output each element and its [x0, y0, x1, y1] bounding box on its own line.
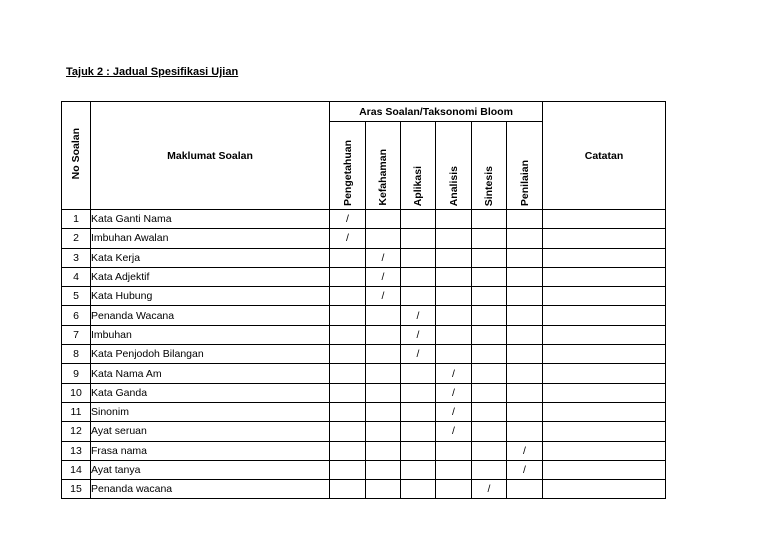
level-mark — [507, 364, 543, 383]
level-mark — [436, 287, 472, 306]
table-row — [62, 306, 666, 325]
row-notes — [543, 325, 666, 344]
row-item: Kata Kerja — [91, 248, 330, 267]
header-maklumat-soalan: Maklumat Soalan — [91, 102, 330, 210]
row-number: 6 — [62, 306, 91, 325]
level-mark — [436, 460, 472, 479]
level-mark — [472, 460, 507, 479]
table-row — [62, 210, 666, 229]
level-mark — [366, 229, 401, 248]
level-mark — [366, 306, 401, 325]
row-item: Kata Ganti Nama — [91, 210, 330, 229]
row-item: Imbuhan Awalan — [91, 229, 330, 248]
level-mark — [472, 325, 507, 344]
level-mark — [472, 287, 507, 306]
level-mark: / — [366, 248, 401, 267]
row-notes — [543, 306, 666, 325]
level-mark — [507, 229, 543, 248]
row-item: Ayat tanya — [91, 460, 330, 479]
row-number: 8 — [62, 345, 91, 364]
level-mark — [507, 306, 543, 325]
row-item: Imbuhan — [91, 325, 330, 344]
table-row — [62, 441, 666, 460]
level-mark — [472, 210, 507, 229]
level-mark — [472, 402, 507, 421]
header-no-soalan: No Soalan — [62, 102, 91, 210]
table-row — [62, 480, 666, 499]
level-mark — [472, 364, 507, 383]
row-number: 2 — [62, 229, 91, 248]
level-mark — [401, 267, 436, 286]
level-mark — [436, 248, 472, 267]
row-number: 5 — [62, 287, 91, 306]
header-level-analisis: Analisis — [436, 122, 472, 210]
level-mark — [507, 345, 543, 364]
level-mark — [436, 210, 472, 229]
header-level-aplikasi: Aplikasi — [401, 122, 436, 210]
level-mark — [436, 441, 472, 460]
table-row — [62, 422, 666, 441]
level-mark — [436, 306, 472, 325]
level-mark — [330, 267, 366, 286]
level-mark — [472, 345, 507, 364]
level-mark — [330, 402, 366, 421]
level-mark — [401, 248, 436, 267]
level-mark — [366, 422, 401, 441]
row-item: Kata Hubung — [91, 287, 330, 306]
level-mark — [472, 383, 507, 402]
level-mark — [472, 267, 507, 286]
table-row — [62, 345, 666, 364]
level-mark — [330, 480, 366, 499]
level-mark: / — [366, 267, 401, 286]
level-mark — [507, 480, 543, 499]
level-mark — [401, 364, 436, 383]
level-mark — [330, 345, 366, 364]
level-mark — [401, 287, 436, 306]
level-mark — [330, 383, 366, 402]
level-mark — [507, 383, 543, 402]
row-item: Kata Adjektif — [91, 267, 330, 286]
level-mark: / — [507, 441, 543, 460]
row-number: 14 — [62, 460, 91, 479]
level-mark — [436, 229, 472, 248]
level-mark — [507, 422, 543, 441]
level-mark — [366, 383, 401, 402]
level-mark — [507, 248, 543, 267]
row-item: Kata Penjodoh Bilangan — [91, 345, 330, 364]
level-mark — [330, 248, 366, 267]
level-mark — [436, 345, 472, 364]
row-notes — [543, 210, 666, 229]
row-notes — [543, 402, 666, 421]
level-mark — [507, 402, 543, 421]
row-notes — [543, 267, 666, 286]
row-number: 4 — [62, 267, 91, 286]
level-mark: / — [436, 364, 472, 383]
level-mark — [472, 229, 507, 248]
level-mark — [366, 325, 401, 344]
level-mark — [401, 480, 436, 499]
level-mark — [472, 306, 507, 325]
row-number: 15 — [62, 480, 91, 499]
row-number: 1 — [62, 210, 91, 229]
level-mark — [330, 441, 366, 460]
header-level-pengetahuan: Pengetahuan — [330, 122, 366, 210]
row-item: Frasa nama — [91, 441, 330, 460]
level-mark: / — [436, 383, 472, 402]
level-mark — [401, 229, 436, 248]
row-notes — [543, 345, 666, 364]
level-mark: / — [330, 229, 366, 248]
level-mark — [401, 441, 436, 460]
level-mark — [330, 287, 366, 306]
level-mark — [507, 325, 543, 344]
table-row — [62, 325, 666, 344]
level-mark — [401, 402, 436, 421]
level-mark — [330, 325, 366, 344]
level-mark: / — [401, 306, 436, 325]
row-notes — [543, 460, 666, 479]
level-mark: / — [401, 345, 436, 364]
row-item: Sinonim — [91, 402, 330, 421]
row-item: Penanda Wacana — [91, 306, 330, 325]
header-aras-soalan: Aras Soalan/Taksonomi Bloom — [330, 102, 543, 122]
level-mark — [366, 480, 401, 499]
level-mark — [507, 267, 543, 286]
row-notes — [543, 441, 666, 460]
header-level-kefahaman: Kefahaman — [366, 122, 401, 210]
table-row — [62, 402, 666, 421]
table-row — [62, 248, 666, 267]
table-row — [62, 364, 666, 383]
table-row — [62, 229, 666, 248]
level-mark — [472, 422, 507, 441]
level-mark — [330, 364, 366, 383]
level-mark: / — [436, 402, 472, 421]
level-mark — [366, 402, 401, 421]
row-number: 10 — [62, 383, 91, 402]
row-number: 7 — [62, 325, 91, 344]
level-mark — [507, 210, 543, 229]
table-row — [62, 460, 666, 479]
row-item: Penanda wacana — [91, 480, 330, 499]
level-mark — [401, 210, 436, 229]
table-row — [62, 383, 666, 402]
header-catatan: Catatan — [543, 102, 666, 210]
level-mark: / — [366, 287, 401, 306]
level-mark — [436, 480, 472, 499]
header-level-sintesis: Sintesis — [472, 122, 507, 210]
level-mark: / — [330, 210, 366, 229]
table-row — [62, 267, 666, 286]
level-mark — [507, 287, 543, 306]
level-mark — [401, 460, 436, 479]
row-notes — [543, 364, 666, 383]
level-mark — [472, 441, 507, 460]
row-number: 3 — [62, 248, 91, 267]
row-number: 9 — [62, 364, 91, 383]
level-mark — [366, 364, 401, 383]
level-mark — [366, 345, 401, 364]
row-notes — [543, 422, 666, 441]
row-notes — [543, 248, 666, 267]
level-mark — [366, 210, 401, 229]
level-mark — [436, 267, 472, 286]
row-notes — [543, 229, 666, 248]
row-item: Ayat seruan — [91, 422, 330, 441]
level-mark — [366, 441, 401, 460]
level-mark — [330, 460, 366, 479]
level-mark — [330, 422, 366, 441]
level-mark — [401, 383, 436, 402]
row-notes — [543, 287, 666, 306]
page-title: Tajuk 2 : Jadual Spesifikasi Ujian — [66, 66, 239, 78]
row-notes — [543, 383, 666, 402]
level-mark: / — [507, 460, 543, 479]
row-number: 11 — [62, 402, 91, 421]
row-notes — [543, 480, 666, 499]
level-mark — [401, 422, 436, 441]
row-number: 13 — [62, 441, 91, 460]
row-item: Kata Ganda — [91, 383, 330, 402]
row-number: 12 — [62, 422, 91, 441]
level-mark — [366, 460, 401, 479]
level-mark — [436, 325, 472, 344]
row-item: Kata Nama Am — [91, 364, 330, 383]
level-mark: / — [436, 422, 472, 441]
level-mark: / — [401, 325, 436, 344]
level-mark — [472, 248, 507, 267]
level-mark: / — [472, 480, 507, 499]
spec-table — [61, 101, 666, 499]
level-mark — [330, 306, 366, 325]
table-row — [62, 287, 666, 306]
header-level-penilaian: Penilaian — [507, 122, 543, 210]
